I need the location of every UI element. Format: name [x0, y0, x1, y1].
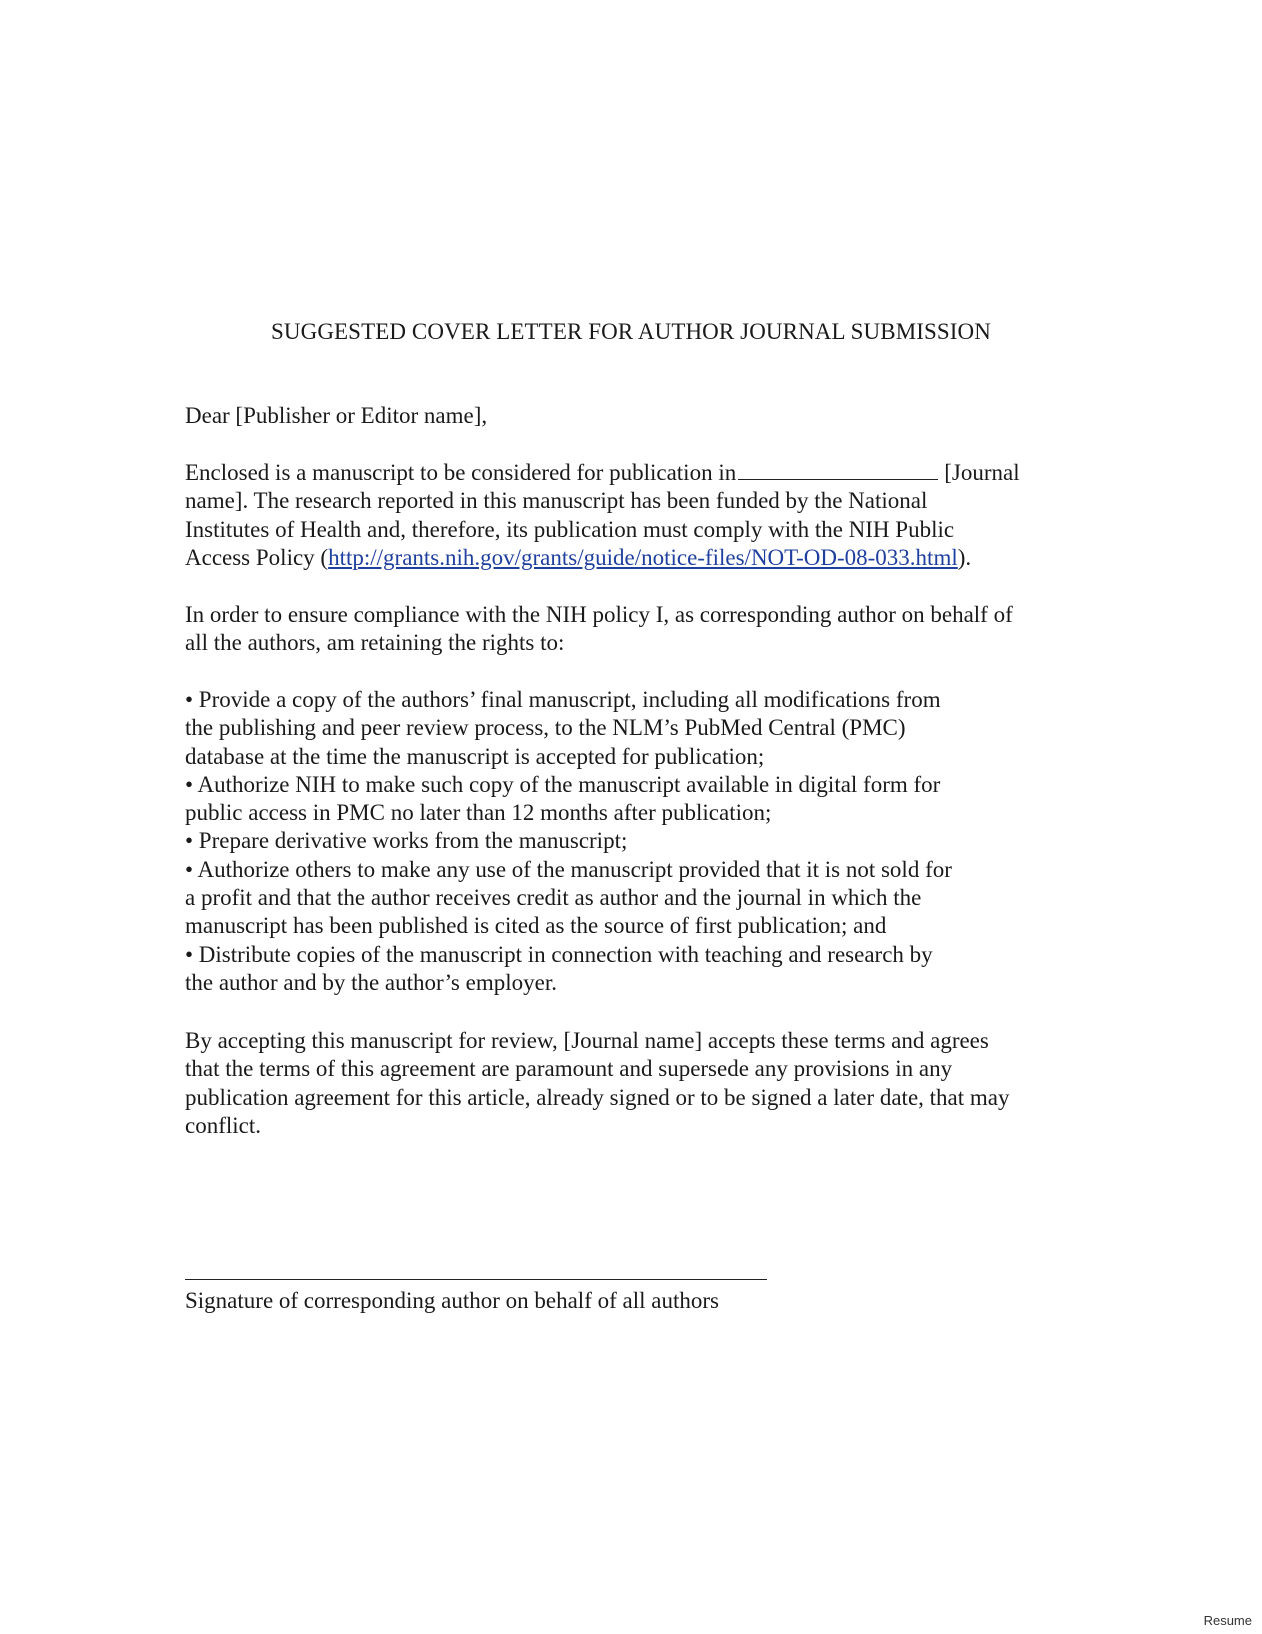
paragraph-text: Enclosed is a manuscript to be considered for publication in: [185, 460, 737, 485]
paragraph-line: that the terms of this agreement are paramount and supersede any provisions in any: [185, 1056, 953, 1082]
paragraph-line: By accepting this manuscript for review, [Journal name] accepts these terms and agrees: [185, 1028, 989, 1053]
watermark-label: Resume: [1203, 1613, 1252, 1628]
greeting: [185, 402, 1085, 430]
list-line: • Prepare derivative works from the manuscript;: [185, 828, 628, 854]
nih-policy-link[interactable]: http://grants.nih.gov/grants/guide/notice-files/NOT-OD-08-033.html: [328, 544, 958, 570]
paragraph-line: [185, 459, 1085, 487]
list-line: public access in PMC no later than 12 months after publication;: [185, 800, 772, 826]
journal-name-blank: [738, 461, 938, 480]
paragraph-enclosed: [185, 459, 1085, 572]
paragraph-line: name]. The research reported in this manuscript has been funded by the National: [185, 488, 928, 514]
paragraph-line: [185, 544, 1085, 572]
document-title: SUGGESTED COVER LETTER FOR AUTHOR JOURNAL SUBMISSION: [271, 319, 991, 344]
paragraph-line: publication agreement for this article, already signed or to be signed a later date, that may: [185, 1084, 1010, 1110]
greeting-text: Dear [Publisher or Editor name],: [185, 403, 488, 428]
paragraph-line: all the authors, am retaining the rights to:: [185, 630, 565, 656]
list-line: database at the time the manuscript is accepted for publication;: [185, 743, 765, 769]
paragraph-compliance: [185, 601, 1085, 658]
list-line: the publishing and peer review process, to the NLM’s PubMed Central (PMC): [185, 715, 906, 741]
paragraph-text: [Journal: [944, 460, 1020, 485]
list-line: • Provide a copy of the authors’ final manuscript, including all modifications from: [185, 687, 941, 712]
list-line: a profit and that the author receives credit as author and the journal in which the: [185, 885, 922, 911]
paragraph-text: ).: [957, 544, 972, 570]
list-line: manuscript has been published is cited as the source of first publication; and: [185, 913, 887, 939]
rights-list: [185, 686, 1085, 997]
paragraph-acceptance: [185, 1027, 1085, 1140]
signature-line: [185, 1279, 767, 1280]
paragraph-line: Institutes of Health and, therefore, its publication must comply with the NIH Public: [185, 516, 955, 542]
paragraph-line: conflict.: [185, 1112, 261, 1138]
list-line: • Authorize others to make any use of the manuscript provided that it is not sold for: [185, 856, 952, 882]
list-line: • Distribute copies of the manuscript in connection with teaching and research by: [185, 941, 933, 967]
signature-caption: Signature of corresponding author on behalf of all authors: [185, 1288, 719, 1313]
list-line: the author and by the author’s employer.: [185, 969, 557, 995]
paragraph-text: Access Policy (: [185, 544, 329, 570]
paragraph-line: In order to ensure compliance with the NIH policy I, as corresponding author on behalf of: [185, 602, 1013, 627]
list-line: • Authorize NIH to make such copy of the manuscript available in digital form for: [185, 771, 941, 797]
